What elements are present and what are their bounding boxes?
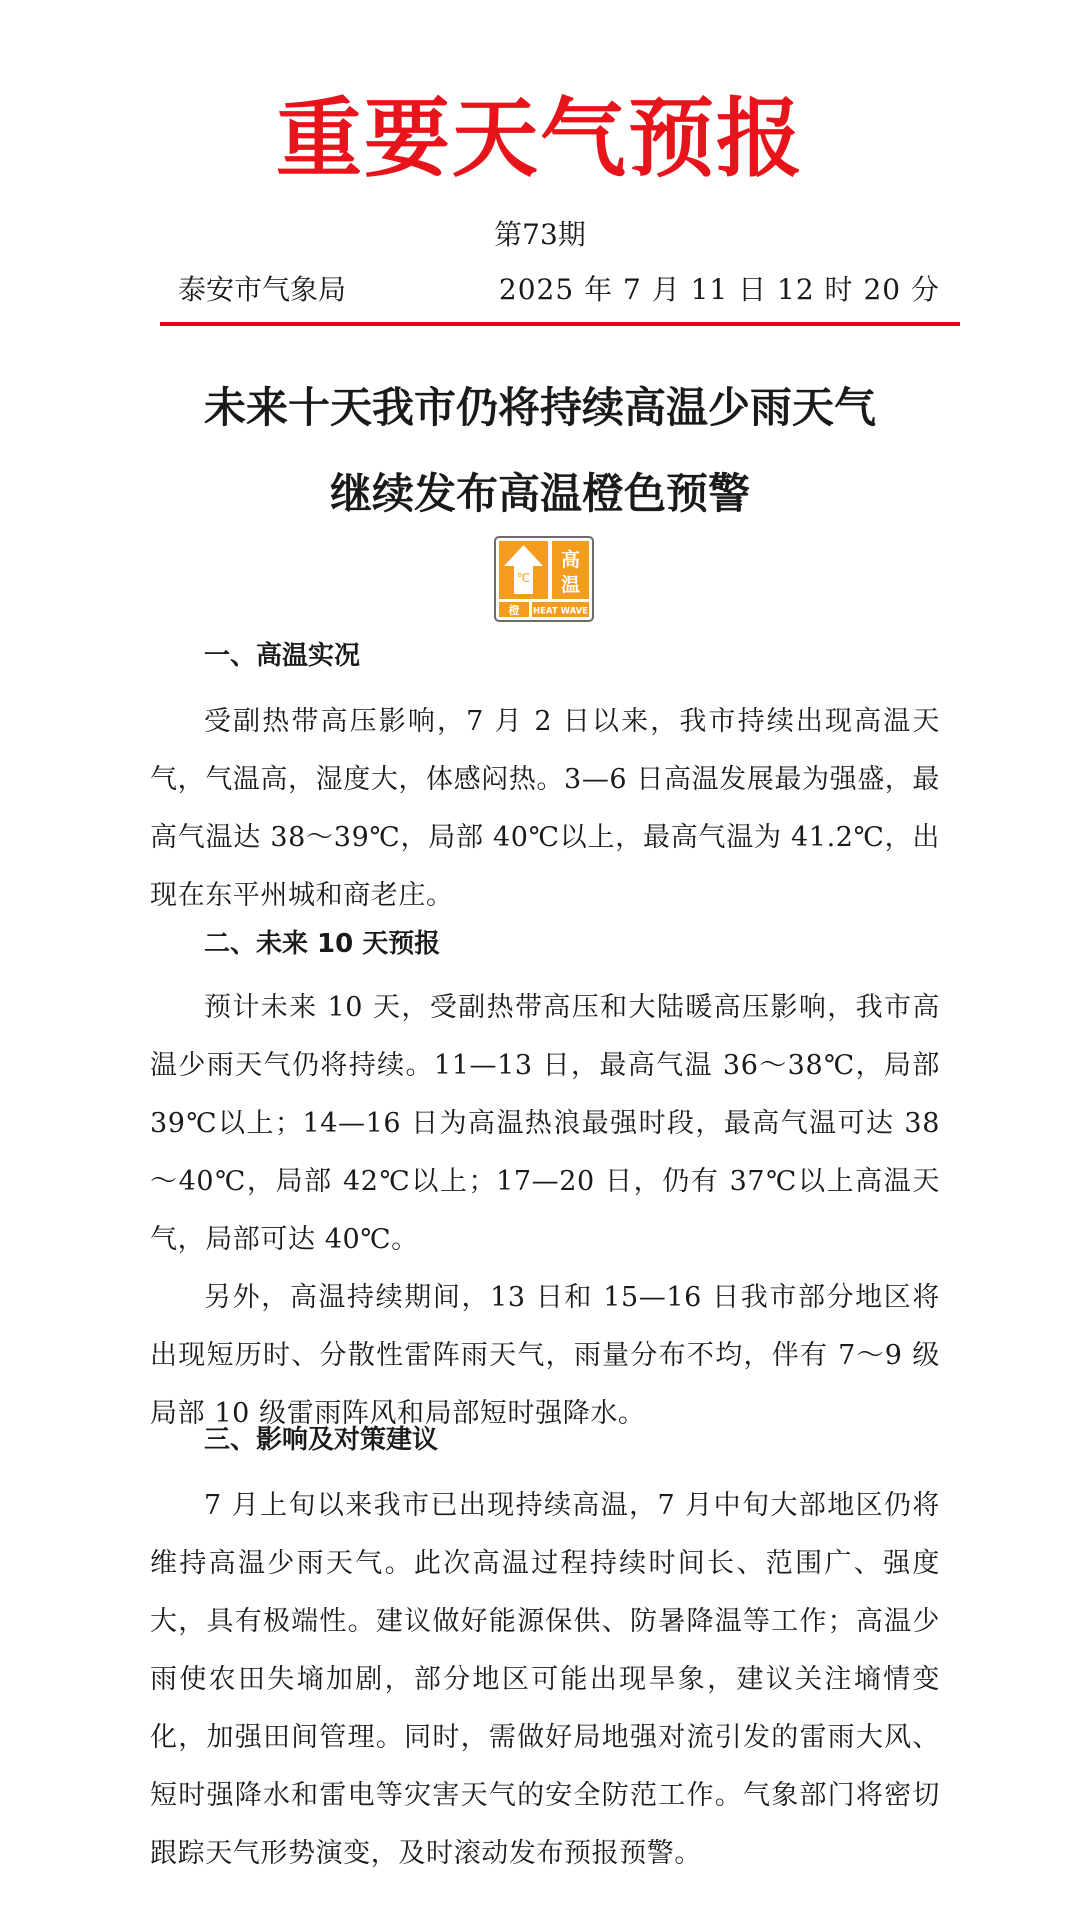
masthead-title: 重要天气预报 xyxy=(276,89,804,189)
meta-row xyxy=(178,270,940,310)
section-paragraph: 预计未来 10 天，受副热带高压和大陆暖高压影响，我市高温少雨天气仍将持续。11—13 日，最高气温 36～38℃，局部 39℃以上；14—16 日为高温热浪最强时段，最高气温可达 38～40℃，局部 42℃以上；17—20 日，仍有 37℃以上高温天气，局部可达 40℃。 xyxy=(150,992,940,1255)
issue-number: 第73期 xyxy=(494,218,586,251)
headline-line-1: 未来十天我市仍将持续高温少雨天气 xyxy=(203,383,876,432)
section-observations xyxy=(150,636,940,925)
warning-icon-label-2: 温 xyxy=(560,574,581,596)
section-paragraph: 受副热带高压影响，7 月 2 日以来，我市持续出现高温天气，气温高，湿度大，体感闷热。3—6 日高温发展最为强盛，最高气温达 38～39℃，局部 40℃以上，最高气温为 41.2℃，出现在东平州城和商老庄。 xyxy=(150,706,940,911)
red-divider-rule xyxy=(160,322,960,326)
section-title: 一、高温实况 xyxy=(204,641,361,671)
section-title: 三、影响及对策建议 xyxy=(204,1425,439,1455)
agency-name: 泰安市气象局 xyxy=(178,273,347,306)
section-paragraph: 另外，高温持续期间，13 日和 15—16 日我市部分地区将出现短历时、分散性雷阵雨天气，雨量分布不均，伴有 7～9 级局部 10 级雷雨阵风和局部短时强降水。 xyxy=(150,1282,940,1429)
section-paragraph: 7 月上旬以来我市已出现持续高温，7 月中旬大部地区仍将维持高温少雨天气。此次高温过程持续时间长、范围广、强度大，具有极端性。建议做好能源保供、防暑降温等工作；高温少雨使农田失墒加剧，部分地区可能出现旱象，建议关注墒情变化，加强田间管理。同时，需做好局地强对流引发的雷雨大风、短时强降水和雷电等灾害天气的安全防范工作。气象部门将密切跟踪天气形势演变，及时滚动发布预报预警。 xyxy=(150,1490,940,1869)
warning-icon-en-label: HEAT WAVE xyxy=(533,606,588,617)
section-title: 二、未来 10 天预报 xyxy=(204,929,441,959)
warning-icon-unit: ℃ xyxy=(516,571,531,585)
headline-line-2: 继续发布高温橙色预警 xyxy=(329,469,750,518)
heat-wave-warning-icon xyxy=(494,536,594,622)
section-forecast xyxy=(150,924,940,1443)
section-recommendations xyxy=(150,1420,940,1883)
issue-datetime: 2025 年 7 月 11 日 12 时 20 分 xyxy=(498,273,940,306)
warning-icon-label-1: 高 xyxy=(560,549,581,571)
warning-icon-level: 橙 xyxy=(508,604,520,617)
